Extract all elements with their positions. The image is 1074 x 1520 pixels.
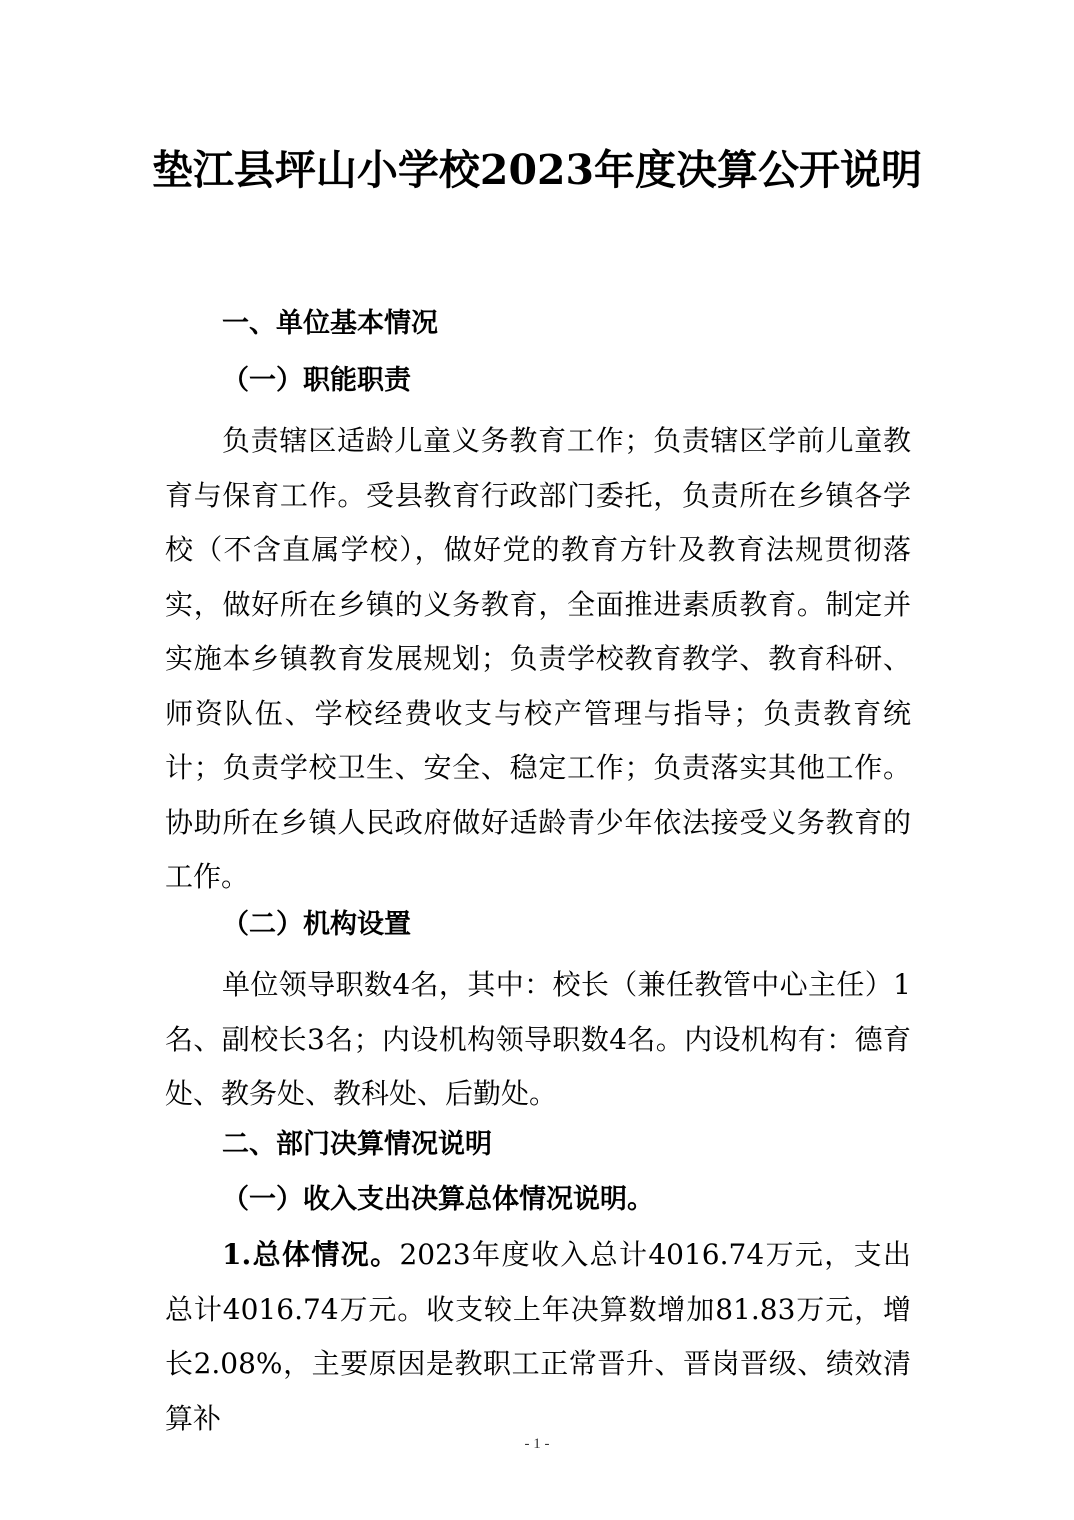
paragraph-organization: 单位领导职数4名，其中：校长（兼任教管中心主任）1名、副校长3名；内设机构领导职数4名。内设机构有：德育处、教务处、教科处、后勤处。 [165,968,911,1110]
paragraph-functions: 负责辖区适龄儿童义务教育工作；负责辖区学前儿童教育与保育工作。受县教育行政部门委托，负责所在乡镇各学校（不含直属学校），做好党的教育方针及教育法规贯彻落实，做好所在乡镇的义务教育，全面推进素质教育。制定并实施本乡镇教育发展规划；负责学校教育教学、教育科研、师资队伍、学校经费收支与校产管理与指导；负责教育统计；负责学校卫生、安全、稳定工作；负责落实其他工作。协助所在乡镇人民政府做好适龄青少年依法接受义务教育的工作。 [165,424,911,893]
subsection-heading-organization: （二）机构设置 [222,909,411,940]
document-title: 垫江县坪山小学校2023年度决算公开说明 [151,146,923,194]
paragraph-lead: 1.总体情况。 [222,1238,400,1271]
paragraph-overall-text: 2023年度收入总计4016.74万元，支出总计4016.74万元。收支较上年决算数增加81.83万元，增长2.08%，主要原因是教职工正常晋升、晋岗晋级、绩效清算补 [165,1238,912,1435]
page-number: - 1 - [524,1436,550,1452]
section-heading-final-accounts: 二、部门决算情况说明 [222,1129,492,1160]
subsection-heading-functions: （一）职能职责 [222,365,411,396]
paragraph-overall [165,1228,911,1446]
section-heading-basic-info: 一、单位基本情况 [222,308,438,339]
subsection-heading-income-expenditure: （一）收入支出决算总体情况说明。 [222,1184,654,1215]
